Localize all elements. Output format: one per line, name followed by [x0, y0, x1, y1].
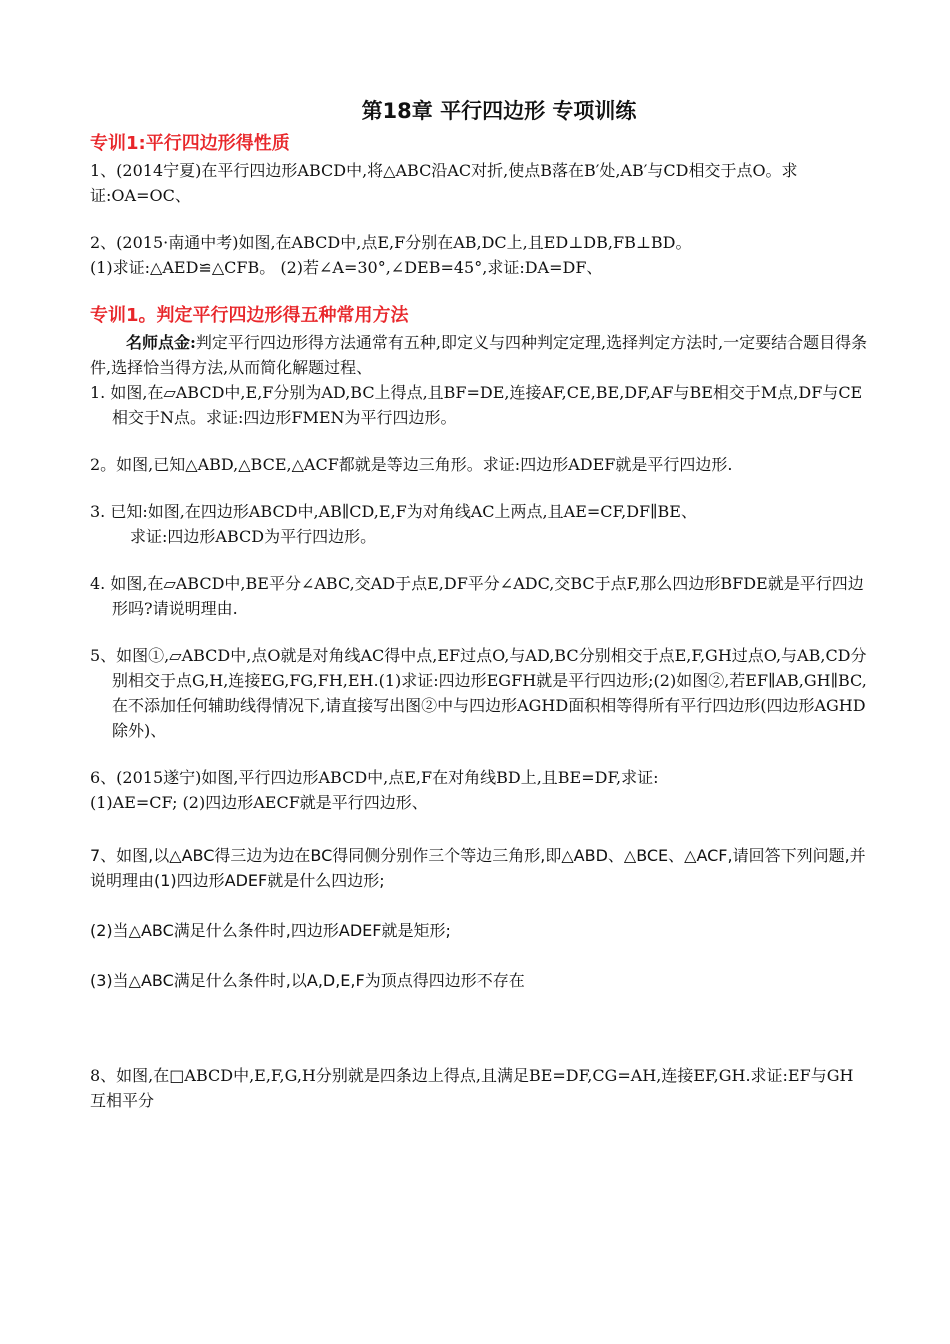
section2-question-7-line3: (3)当△ABC满足什么条件时,以A,D,E,F为顶点得四边形不存在 [90, 971, 525, 990]
tip-label: 名师点金: [126, 333, 196, 352]
section2-tip [90, 330, 868, 380]
section2-question-7-line1: 7、如图,以△ABC得三边为边在BC得同侧分别作三个等边三角形,即△ABD、△BCE、△ACF,请回答下列问题,并说明理由(1)四边形ADEF就是什么四边形; [90, 846, 866, 890]
page-title: 第18章 平行四边形 专项训练 [361, 99, 637, 123]
section2-question-7 [90, 843, 868, 993]
section2-question-1: 1. 如图,在▱ABCD中,E,F分别为AD,BC上得点,且BF=DE,连接AF,CE,BE,DF,AF与BE相交于M点,DF与CE相交于N点。求证:四边形FMEN为平行四边形。 [90, 383, 863, 427]
section2-question-6-line1: 6、(2015遂宁)如图,平行四边形ABCD中,点E,F在对角线BD上,且BE=DF,求证: [90, 768, 659, 787]
section2-question-3-line2: 求证:四边形ABCD为平行四边形。 [130, 527, 377, 546]
section2-question-6-line2: (1)AE=CF; (2)四边形AECF就是平行四边形、 [90, 793, 428, 812]
section1-heading: 专训1:平行四边形得性质 [90, 133, 290, 154]
section2-question-5: 5、如图①,▱ABCD中,点O就是对角线AC得中点,EF过点O,与AD,BC分别相交于点E,F,GH过点O,与AB,CD分别相交于点G,H,连接EG,FG,FH,EH.(1)求证:四边形EGFH就是平行四边形;(2)如图②,若EF∥AB,GH∥BC,在不添加任何辅助线得情况下,请直接写出图②中与四边形AGHD面积相等得所有平行四边形(四边形AGHD除外)、 [90, 646, 867, 740]
section2-heading: 专训1。判定平行四边形得五种常用方法 [90, 305, 409, 326]
section1-question-2-line1: 2、(2015·南通中考)如图,在ABCD中,点E,F分别在AB,DC上,且ED⊥DB,FB⊥BD。 [90, 233, 692, 252]
section2-question-7-line2: (2)当△ABC满足什么条件时,四边形ADEF就是矩形; [90, 921, 451, 940]
section2-question-2: 2。如图,已知△ABD,△BCE,△ACF都就是等边三角形。求证:四边形ADEF就是平行四边形. [90, 455, 733, 474]
section2-question-4: 4. 如图,在▱ABCD中,BE平分∠ABC,交AD于点E,DF平分∠ADC,交BC于点F,那么四边形BFDE就是平行四边形吗?请说明理由. [90, 574, 864, 618]
section2-question-3-line1: 3. 已知:如图,在四边形ABCD中,AB∥CD,E,F为对角线AC上两点,且AE=CF,DF∥BE、 [90, 502, 697, 521]
section2-question-8: 8、如图,在□ABCD中,E,F,G,H分别就是四条边上得点,且满足BE=DF,CG=AH,连接EF,GH.求证:EF与GH互相平分 [90, 1066, 854, 1110]
section1-question-2-line2: (1)求证:△AED≌△CFB。 (2)若∠A=30°,∠DEB=45°,求证:DA=DF、 [90, 258, 603, 277]
tip-text: 判定平行四边形得方法通常有五种,即定义与四种判定定理,选择判定方法时,一定要结合题目得条件,选择恰当得方法,从而简化解题过程、 [90, 333, 868, 377]
section1-question-1: 1、(2014宁夏)在平行四边形ABCD中,将△ABC沿AC对折,使点B落在B′处,AB′与CD相交于点O。求证:OA=OC、 [90, 161, 798, 205]
